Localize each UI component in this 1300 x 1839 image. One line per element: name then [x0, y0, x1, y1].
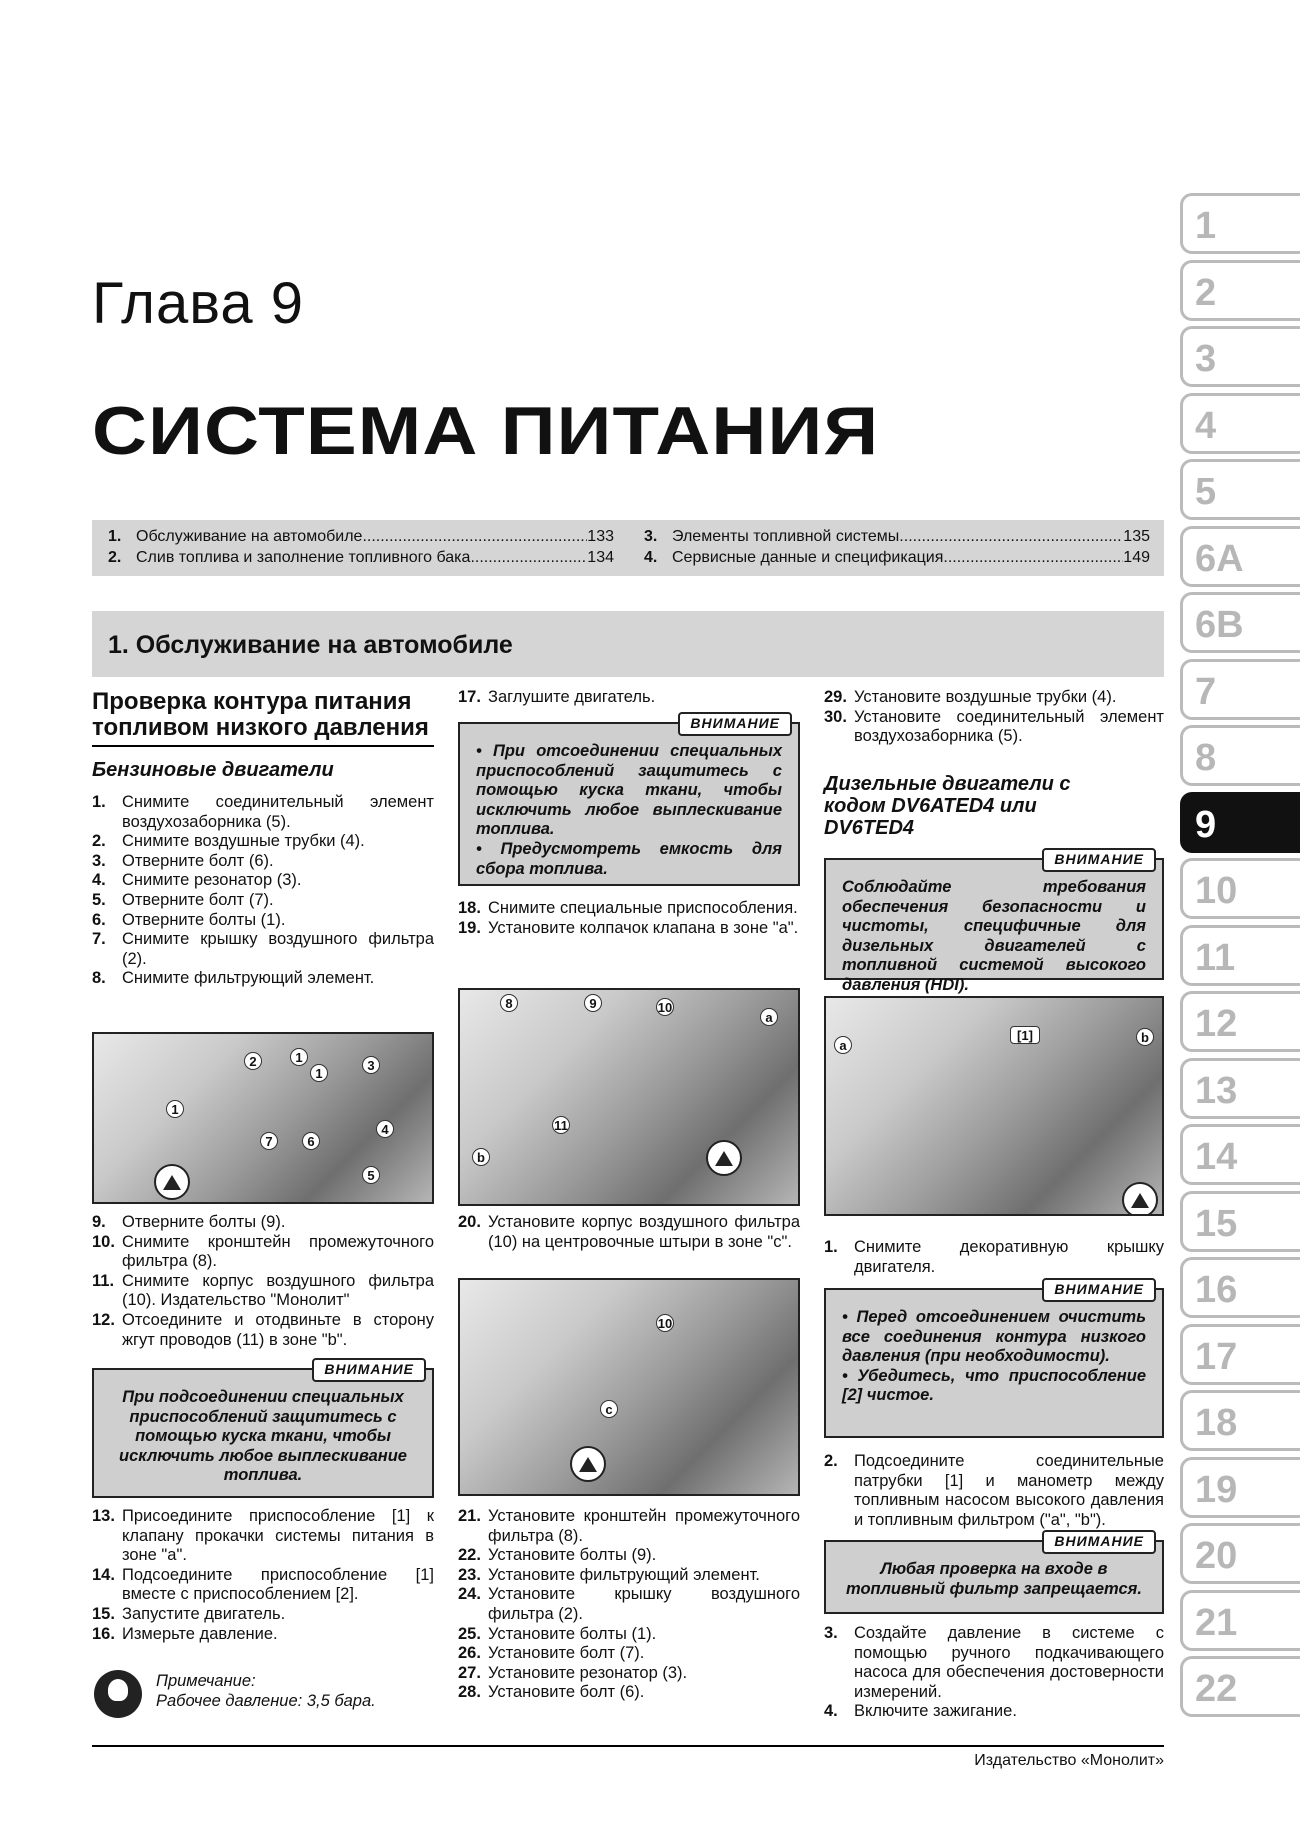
- toc-label: Слив топлива и заполнение топливного бака: [136, 549, 471, 566]
- list-item: 17. Заглушите двигатель.: [458, 688, 656, 706]
- chapter-tab-11[interactable]: 11: [1180, 925, 1300, 986]
- callout-label: 9: [584, 994, 602, 1012]
- column-2-steps-a: [458, 899, 800, 938]
- list-item: 29. Установите воздушные трубки (4).: [824, 688, 1117, 706]
- callout-label: 2: [244, 1052, 262, 1070]
- chapter-tab-1[interactable]: 1: [1180, 193, 1300, 254]
- chapter-tab-7[interactable]: 7: [1180, 659, 1300, 720]
- callout-label: 1: [310, 1064, 328, 1082]
- callout-label: 1: [166, 1100, 184, 1118]
- chapter-tab-19[interactable]: 19: [1180, 1457, 1300, 1518]
- callout-label: 6: [302, 1132, 320, 1150]
- list-item: 7. Снимите крышку воздушного фильтра (2).: [92, 930, 434, 968]
- chapter-tab-14[interactable]: 14: [1180, 1124, 1300, 1185]
- list-item: 20. Установите корпус воздушного фильтра (10) на центровочные штыри в зоне "с".: [458, 1213, 800, 1251]
- toc-page: 133: [587, 528, 614, 545]
- list-item: 8. Снимите фильтрующий элемент.: [92, 969, 375, 988]
- column-3-step-2: [824, 1452, 1164, 1530]
- toc-dots: [362, 528, 587, 546]
- toc-dots: [943, 549, 1123, 567]
- toc-num: 2.: [108, 549, 122, 566]
- list-item: 6. Отверните болты (1).: [92, 910, 286, 929]
- note-label: Примечание:: [156, 1672, 256, 1690]
- column-3-step-1: [824, 1238, 1164, 1277]
- engine-photo-2: [458, 988, 800, 1206]
- warning-tag: ВНИМАНИЕ: [312, 1358, 426, 1382]
- toc-item[interactable]: [644, 549, 1150, 567]
- callout-label: 7: [260, 1132, 278, 1150]
- callout-label: а: [834, 1036, 852, 1054]
- note-icon: [94, 1670, 142, 1718]
- column-1-steps-c: [92, 1507, 434, 1644]
- column-3-steps-a: [824, 688, 1164, 747]
- warning-box: [92, 1361, 434, 1498]
- publisher-logo: [570, 1446, 606, 1482]
- publisher-logo: [706, 1140, 742, 1176]
- chapter-tab-9[interactable]: 9: [1180, 792, 1300, 853]
- toc-label: Элементы топливной системы: [672, 528, 900, 545]
- list-item: 13. Присоедините приспособление [1] к клапану прокачки системы питания в зоне "а".: [92, 1507, 434, 1565]
- engine-photo-3: [458, 1278, 800, 1496]
- list-item: 11. Снимите корпус воздушного фильтра (10). Издательство "Монолит": [92, 1271, 434, 1310]
- list-item: 30. Установите соединительный элемент воздухозаборника (5).: [824, 707, 1164, 746]
- toc-item[interactable]: [644, 528, 1150, 546]
- callout-label: 5: [362, 1166, 380, 1184]
- list-item: 19. Установите колпачок клапана в зоне "а".: [458, 918, 799, 937]
- chapter-tab-8[interactable]: 8: [1180, 725, 1300, 786]
- list-item: 1. Снимите соединительный элемент воздухозаборника (5).: [92, 793, 434, 831]
- warning-text: • При отсоединении специальных приспособлений защититесь с помощью куска ткани, чтобы исключить любое выплескивание топлива.: [476, 742, 782, 839]
- warning-tag: ВНИМАНИЕ: [678, 712, 792, 736]
- callout-label: c: [600, 1400, 618, 1418]
- chapter-tab-10[interactable]: 10: [1180, 858, 1300, 919]
- list-item: 12. Отсоедините и отодвиньте в сторону жгут проводов (11) в зоне "b".: [92, 1310, 434, 1349]
- list-item: 24. Установите крышку воздушного фильтра (2).: [458, 1585, 800, 1623]
- engine-photo-1: [92, 1032, 434, 1204]
- publisher-logo: [154, 1164, 190, 1200]
- warning-box: [824, 1533, 1164, 1614]
- list-item: 4. Снимите резонатор (3).: [92, 871, 302, 890]
- chapter-tab-20[interactable]: 20: [1180, 1523, 1300, 1584]
- warning-text: Соблюдайте требования обеспечения безопасности и чистоты, специфичные для дизельных двигателей с топливной системой высокого давления (HDI).: [842, 878, 1146, 994]
- list-item: 21. Установите кронштейн промежуточного фильтра (8).: [458, 1507, 800, 1545]
- chapter-tab-15[interactable]: 15: [1180, 1191, 1300, 1252]
- chapter-number: Глава 9: [92, 271, 305, 336]
- list-item: 23. Установите фильтрующий элемент.: [458, 1565, 760, 1584]
- chapter-tab-6b[interactable]: 6B: [1180, 592, 1300, 653]
- chapter-tab-13[interactable]: 13: [1180, 1058, 1300, 1119]
- column-2-step-17: [458, 688, 800, 708]
- subsection-title: Проверка контура питания топливом низкого давления: [92, 688, 429, 741]
- list-item: 2. Подсоедините соединительные патрубки [1] и манометр между топливным насосом высокого давления и топливным фильтром ("а", "b").: [824, 1452, 1164, 1529]
- callout-label: 4: [376, 1120, 394, 1138]
- callout-label: 1: [290, 1048, 308, 1066]
- list-item: 15. Запустите двигатель.: [92, 1604, 286, 1623]
- list-item: 22. Установите болты (9).: [458, 1546, 657, 1565]
- toc-item[interactable]: [108, 549, 614, 567]
- callout-label: b: [472, 1148, 490, 1166]
- warning-box: [458, 715, 800, 886]
- note: [156, 1672, 436, 1711]
- callout-label: 10: [657, 1316, 673, 1331]
- callout-label: а: [760, 1008, 778, 1026]
- list-item: 9. Отверните болты (9).: [92, 1213, 286, 1231]
- toc-page: 149: [1123, 549, 1150, 566]
- list-item: 1. Снимите декоративную крышку двигателя.: [824, 1238, 1164, 1276]
- warning-tag: ВНИМАНИЕ: [1042, 1278, 1156, 1302]
- callout-label: 8: [500, 994, 518, 1012]
- warning-text: При подсоединении специальных приспособлений защититесь с помощью куска ткани, чтобы исключить любое выплескивание топлива.: [119, 1388, 407, 1485]
- callout-label: 3: [362, 1056, 380, 1074]
- chapter-title: СИСТЕМА ПИТАНИЯ: [92, 393, 880, 469]
- column-2-step-20: [458, 1213, 800, 1252]
- chapter-tab-2[interactable]: 2: [1180, 260, 1300, 321]
- warning-tag: ВНИМАНИЕ: [1042, 1530, 1156, 1554]
- warning-text: • Убедитесь, что приспособление [2] чистое.: [842, 1366, 1146, 1405]
- callout-label: 11: [552, 1116, 570, 1134]
- toc-item[interactable]: [108, 528, 614, 546]
- publisher-logo: [1122, 1182, 1158, 1216]
- divider: [92, 745, 434, 747]
- list-item: 25. Установите болты (1).: [458, 1624, 657, 1643]
- list-item: 10. Снимите кронштейн промежуточного фильтра (8).: [92, 1232, 434, 1271]
- footer-divider: [92, 1745, 1164, 1747]
- toc-page: 134: [587, 549, 614, 566]
- callout-label: 10: [657, 1000, 673, 1015]
- chapter-tab-3[interactable]: 3: [1180, 326, 1300, 387]
- callout-label: b: [1136, 1028, 1154, 1046]
- toc-dots: [899, 528, 1123, 546]
- warning-box: [824, 851, 1164, 994]
- steps-list: [92, 793, 434, 989]
- list-item: 3. Создайте давление в системе с помощью ручного подкачивающего насоса для обеспечения достоверности измерений.: [824, 1624, 1164, 1701]
- column-1-steps-b: [92, 1213, 434, 1350]
- chapter-tab-6a[interactable]: 6A: [1180, 526, 1300, 587]
- chapter-tab-12[interactable]: 12: [1180, 991, 1300, 1052]
- chapter-tab-5[interactable]: 5: [1180, 459, 1300, 520]
- warning-text: • Перед отсоединением очистить все соединения контура низкого давления (при необходимости).: [842, 1308, 1146, 1366]
- toc-num: 4.: [644, 549, 658, 566]
- list-item: 14. Подсоедините приспособление [1] вместе с приспособлением [2].: [92, 1565, 434, 1604]
- list-item: 2. Снимите воздушные трубки (4).: [92, 832, 365, 851]
- chapter-tab-17[interactable]: 17: [1180, 1324, 1300, 1385]
- list-item: 28. Установите болт (6).: [458, 1683, 645, 1702]
- column-3-steps-b: [824, 1624, 1164, 1722]
- toc-num: 1.: [108, 528, 122, 545]
- chapter-tab-22[interactable]: 22: [1180, 1656, 1300, 1717]
- chapter-tab-18[interactable]: 18: [1180, 1390, 1300, 1451]
- toc-dots: [470, 549, 587, 567]
- list-item: 3. Отверните болт (6).: [92, 851, 274, 870]
- list-item: 16. Измерьте давление.: [92, 1624, 278, 1643]
- footer-publisher: Издательство «Монолит»: [974, 1752, 1164, 1769]
- list-item: 5. Отверните болт (7).: [92, 890, 274, 909]
- table-of-contents: [92, 520, 1164, 576]
- toc-label: Обслуживание на автомобиле: [136, 528, 363, 545]
- subsection-subtitle: Бензиновые двигатели: [92, 759, 334, 781]
- subsection-subtitle: Дизельные двигатели с кодом DV6ATED4 или DV6TED4: [824, 773, 1071, 839]
- note-text: Рабочее давление: 3,5 бара.: [156, 1691, 376, 1710]
- section-heading: 1. Обслуживание на автомобиле: [92, 611, 1164, 677]
- warning-box: [824, 1281, 1164, 1438]
- chapter-tab-21[interactable]: 21: [1180, 1590, 1300, 1651]
- warning-text: • Предусмотреть емкость для сбора топлива.: [476, 839, 782, 878]
- list-item: 27. Установите резонатор (3).: [458, 1663, 688, 1682]
- toc-page: 135: [1123, 528, 1150, 545]
- toc-num: 3.: [644, 528, 658, 545]
- column-1: [92, 689, 434, 989]
- list-item: 4. Включите зажигание.: [824, 1702, 1017, 1721]
- callout-label: [1]: [1010, 1026, 1040, 1044]
- chapter-tab-4[interactable]: 4: [1180, 393, 1300, 454]
- warning-tag: ВНИМАНИЕ: [1042, 848, 1156, 872]
- warning-text: Любая проверка на входе в топливный фильтр запрещается.: [846, 1560, 1142, 1598]
- chapter-tab-16[interactable]: 16: [1180, 1257, 1300, 1318]
- list-item: 26. Установите болт (7).: [458, 1644, 645, 1663]
- toc-label: Сервисные данные и спецификация: [672, 549, 944, 566]
- engine-photo-4: [824, 996, 1164, 1216]
- list-item: 18. Снимите специальные приспособления.: [458, 899, 798, 917]
- column-2-steps-b: [458, 1507, 800, 1703]
